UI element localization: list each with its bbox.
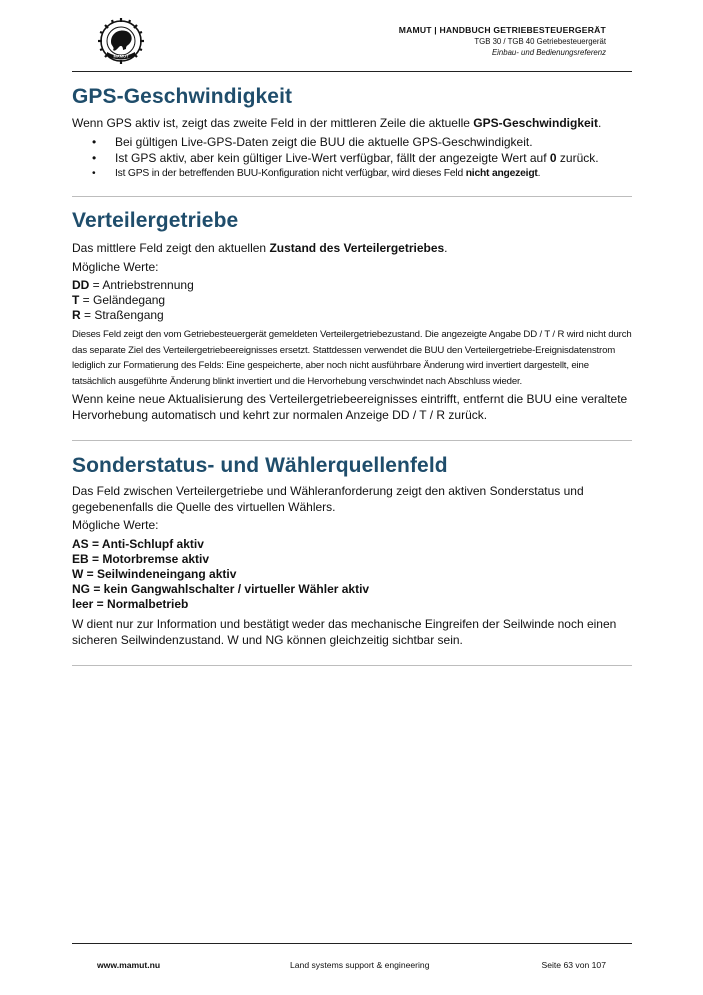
section-title-gps: GPS-Geschwindigkeit: [72, 85, 293, 108]
footer-rule: [72, 943, 632, 944]
footer-page-number: Seite 63 von 107: [541, 960, 606, 970]
mamut-logo: [93, 16, 149, 66]
sonder-intro: Das Feld zwischen Verteilergetriebe und Wähleranforderung zeigt den aktiven Sonderstatus und gegebenenfalls die Quelle des virtuellen Wählers.: [72, 484, 584, 514]
header-rule: [72, 71, 632, 72]
section-divider: [72, 196, 632, 197]
gps-bullet-list: [72, 135, 632, 182]
gps-intro: Wenn GPS aktiv ist, zeigt das zweite Feld in der mittleren Zeile die aktuelle GPS-Geschwindigkeit.: [72, 116, 602, 130]
section-divider: [72, 440, 632, 441]
section-title-verteiler: Verteilergetriebe: [72, 209, 239, 232]
value-item: NG = kein Gangwahlschalter / virtueller Wähler aktiv: [72, 582, 370, 596]
verteiler-note: Dieses Feld zeigt den vom Getriebesteuergerät gemeldeten Verteilergetriebezustand. Die angezeigte Angabe DD / T / R wird nicht durch das separate Ziel des Verteilergetriebeereignisses ersetzt. Stattdessen verwendet die BUU den Verteilergetriebe-Ereignisdatenstrom lediglich zur Formatierung des Felds: Eine gespeicherte, aber noch nicht ausführbare Änderung wird invertiert dargestellt, eine tatsächlich ausgeführte Änderung blinkt invertiert und die Hervorhebung verschwindet nach Abschluss wieder.: [72, 329, 632, 387]
header-subtitle: TGB 30 / TGB 40 Getriebesteuergerät: [474, 37, 606, 46]
sonder-outro: W dient nur zur Information und bestätigt weder das mechanische Eingreifen der Seilwinde noch einen sicheren Seilwindenzustand. W und NG können gleichzeitig sichtbar sein.: [72, 617, 617, 647]
header-doc-type: Einbau- und Bedienungsreferenz: [491, 48, 606, 57]
value-item: R = Straßengang: [72, 308, 164, 322]
sonder-value-list: [72, 537, 369, 612]
section-title-sonder: Sonderstatus- und Wählerquellenfeld: [72, 454, 448, 477]
section-divider: [72, 665, 632, 666]
verteiler-intro: Das mittlere Feld zeigt den aktuellen Zustand des Verteilergetriebes.: [72, 241, 448, 255]
value-item: W = Seilwindeneingang aktiv: [72, 567, 237, 581]
value-item: T = Geländegang: [72, 293, 166, 307]
sonder-possible-values-label: Mögliche Werte:: [72, 518, 159, 532]
page-header: [399, 25, 606, 58]
logo-text: MAMUT: [113, 53, 129, 59]
verteiler-value-list: [72, 278, 194, 323]
list-item: • Ist GPS in der betreffenden BUU-Konfiguration nicht verfügbar, wird dieses Feld nicht angezeigt.: [72, 166, 632, 182]
value-item: EB = Motorbremse aktiv: [72, 552, 210, 566]
value-item: AS = Anti-Schlupf aktiv: [72, 537, 204, 551]
footer-tagline: Land systems support & engineering: [290, 960, 430, 970]
value-item: DD = Antriebstrennung: [72, 278, 194, 292]
list-item: • Bei gültigen Live-GPS-Daten zeigt die BUU die aktuelle GPS-Geschwindigkeit.: [72, 135, 632, 151]
footer-website: www.mamut.nu: [97, 960, 161, 970]
header-title: MAMUT | HANDBUCH GETRIEBESTEUERGERÄT: [398, 25, 606, 35]
verteiler-possible-values-label: Mögliche Werte:: [72, 260, 159, 274]
value-item: leer = Normalbetrieb: [72, 597, 189, 611]
list-item: • Ist GPS aktiv, aber kein gültiger Live-Wert verfügbar, fällt der angezeigte Wert auf 0 zurück.: [72, 151, 632, 167]
verteiler-outro: Wenn keine neue Aktualisierung des Verteilergetriebeereignisses eintrifft, entfernt die BUU eine veraltete Hervorhebung automatisch und kehrt zur normalen Anzeige DD / T / R zurück.: [72, 392, 628, 422]
